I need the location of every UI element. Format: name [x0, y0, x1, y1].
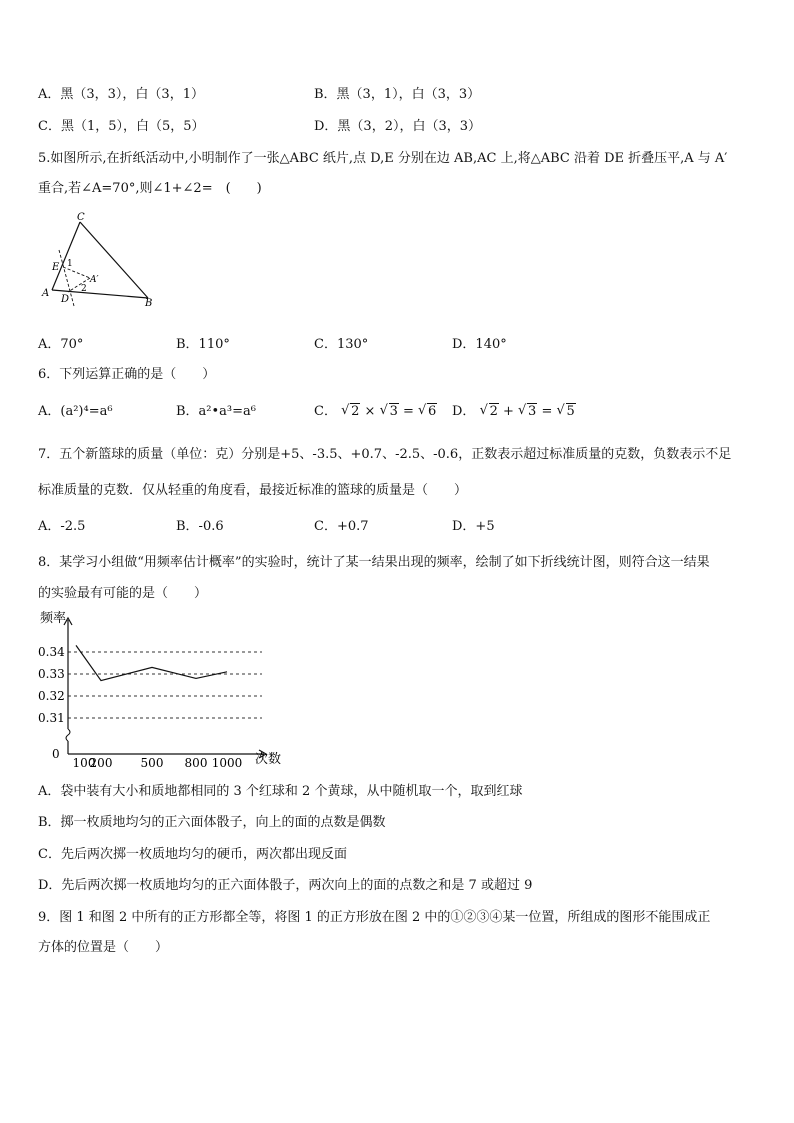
q7-stem-line1: 7．五个新篮球的质量（单位：克）分别是+5、-3.5、+0.7、-2.5、-0.6，正数表示超过标准质量的克数，负数表示不足: [38, 447, 732, 462]
q9-stem-line2: 方体的位置是（ ）: [38, 940, 169, 955]
q4-option-b: B．黑（3，1），白（3，3）: [314, 87, 481, 102]
q8-option-d: D．先后两次掷一枚质地均匀的正六面体骰子，两次向上的面的点数之和是 7 或超过 9: [38, 878, 533, 893]
q6-option-b: B．a²•a³=a⁶: [176, 404, 256, 419]
chart-gridlines: [68, 652, 262, 718]
frequency-line-chart: [30, 606, 300, 768]
q9-stem-line1: 9．图 1 和图 2 中所有的正方形都全等，将图 1 的正方形放在图 2 中的①②③④某一位置，所组成的图形不能围成正: [38, 910, 711, 925]
q8-stem-line1: 8．某学习小组做“用频率估计概率”的实验时，统计了某一结果出现的频率，绘制了如下折线统计图，则符合这一结果: [38, 555, 710, 570]
q7-option-c: C．+0.7: [314, 519, 369, 534]
q6-option-c-root2: √ 3: [380, 404, 399, 419]
q6-option-a: A．(a²)⁴=a⁶: [38, 404, 113, 419]
y-tick-label: 0.33: [38, 667, 65, 681]
q6-option-c-eq: =: [402, 404, 414, 419]
q7-option-a: A．-2.5: [38, 519, 86, 534]
q6-option-d-label: D．: [452, 404, 476, 419]
chart-axes: [64, 618, 266, 758]
origin-label: 0: [52, 747, 60, 761]
chart-series: [76, 645, 227, 680]
figure-label-b: B: [145, 298, 153, 309]
y-axis-title: 频率: [40, 611, 67, 626]
axis-break: [66, 729, 70, 741]
q5-option-b: B．110°: [176, 337, 230, 352]
figure-label-c: C: [77, 212, 85, 223]
q6-option-d-root1: √ 2: [480, 404, 499, 419]
q8-option-c: C．先后两次掷一枚质地均匀的硬币，两次都出现反面: [38, 847, 347, 862]
series-line: [76, 645, 227, 680]
q6-option-d: [452, 400, 576, 419]
x-axis-title: 次数: [255, 752, 282, 767]
figure-label-angle2: 2: [81, 284, 87, 294]
figure-label-angle1: 1: [67, 259, 73, 269]
q6-option-c-root1: √ 2: [341, 404, 360, 419]
q6-option-c: [314, 400, 437, 419]
figure-label-e: E: [52, 262, 60, 273]
x-tick-label: 500: [140, 756, 164, 768]
q4-option-c: C．黑（1，5），白（5，5）: [38, 119, 205, 134]
q4-option-a: A．黑（3，3），白（3，1）: [38, 87, 204, 102]
q6-option-c-op: ×: [364, 404, 376, 419]
q5-stem-line2: 重合,若∠A=70°,则∠1+∠2= ( ): [38, 181, 262, 196]
x-tick-label: 100: [72, 756, 96, 768]
q7-option-b: B．-0.6: [176, 519, 224, 534]
chart-tick-labels: [38, 610, 281, 768]
q6-option-d-eq: =: [541, 404, 553, 419]
q6-option-d-root2: √ 3: [518, 404, 537, 419]
q8-option-a: A．袋中装有大小和质地都相同的 3 个红球和 2 个黄球，从中随机取一个，取到红球: [38, 784, 523, 799]
y-tick-label: 0.31: [38, 711, 65, 725]
figure-label-d: D: [61, 294, 70, 305]
figure-label-a-prime: A′: [90, 275, 99, 285]
q5-option-a: A．70°: [38, 337, 84, 352]
figure-label-a: A: [42, 288, 50, 299]
q5-option-d: D．140°: [452, 337, 507, 352]
x-tick-label: 200: [89, 756, 113, 768]
q8-option-b: B．掷一枚质地均匀的正六面体骰子，向上的面的点数是偶数: [38, 815, 386, 830]
q8-stem-line2: 的实验最有可能的是（ ）: [38, 586, 208, 601]
y-tick-label: 0.32: [38, 689, 65, 703]
q6-option-d-op: +: [503, 404, 514, 419]
q6-stem: 6．下列运算正确的是（ ）: [38, 367, 216, 382]
q7-stem-line2: 标准质量的克数．仅从轻重的角度看，最接近标准的篮球的质量是（ ）: [38, 483, 468, 498]
q5-option-c: C．130°: [314, 337, 369, 352]
q5-triangle-figure: [38, 210, 168, 310]
x-tick-label: 1000: [211, 756, 243, 768]
x-tick-label: 800: [184, 756, 208, 768]
q4-option-d: D．黑（3，2），白（3，3）: [314, 119, 482, 134]
q6-option-d-root3: √ 5: [557, 404, 576, 419]
y-tick-label: 0.34: [38, 645, 65, 659]
q7-option-d: D．+5: [452, 519, 495, 534]
q5-stem-line1: 5.如图所示,在折纸活动中,小明制作了一张△ABC 纸片,点 D,E 分别在边 AB,AC 上,将△ABC 沿着 DE 折叠压平,A 与 A′: [38, 151, 728, 166]
q6-option-c-label: C．: [314, 404, 337, 419]
q6-option-c-root3: √ 6: [418, 404, 437, 419]
